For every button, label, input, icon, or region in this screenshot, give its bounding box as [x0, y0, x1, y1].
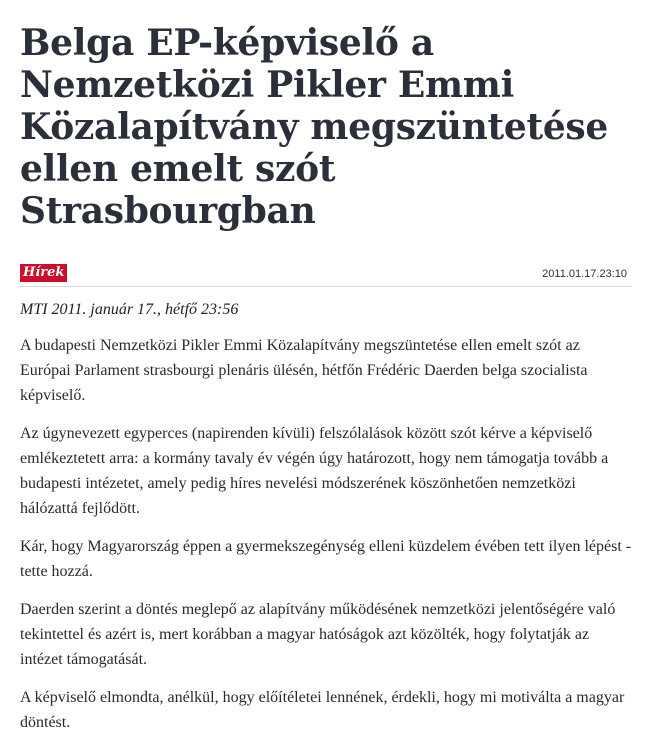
category-link[interactable]: Hírek [20, 264, 67, 282]
article-paragraph: A képviselő elmondta, anélkül, hogy előítéletei lennének, érdekli, hogy mi motiválta a magyar döntést. [20, 689, 625, 731]
article-paragraph: Daerden szerint a döntés meglepő az alapítvány működésének nemzetközi jelentőségére való tekintettel és azért is, mert korábban a magyar hatóságok azt közölték, hogy folytatják az intézet támogatását. [20, 601, 616, 668]
article-paragraph: A budapesti Nemzetközi Pikler Emmi Közalapítvány megszüntetése ellen emelt szót az Európai Parlament strasbourgi plenáris ülésén, hétfőn Frédéric Daerden belga szocialista képviselő. [20, 337, 588, 404]
article-byline: MTI 2011. január 17., hétfő 23:56 [20, 301, 239, 318]
article-paragraph: Az úgynevezett egyperces (napirenden kívüli) felszólalások között szót kérve a képviselő emlékeztetett arra: a kormány tavaly év végén úgy határozott, hogy nem támogatja tovább a budapesti intézetet, amely pedig híres nevelési módszerének köszönhetően nemzetközi hálózattá fejlődött. [20, 425, 609, 517]
article-meta [20, 264, 632, 287]
article [20, 0, 632, 735]
article-paragraph: Kár, hogy Magyarország éppen a gyermekszegénység elleni küzdelem évében tett ilyen lépést - tette hozzá. [20, 538, 632, 580]
article-headline: Belga EP-képviselő a Nemzetközi Pikler Emmi Közalapítvány megszüntetése ellen emelt szót Strasbourgban [20, 22, 608, 232]
article-body [20, 333, 632, 735]
article-timestamp: 2011.01.17.23:10 [542, 268, 627, 280]
